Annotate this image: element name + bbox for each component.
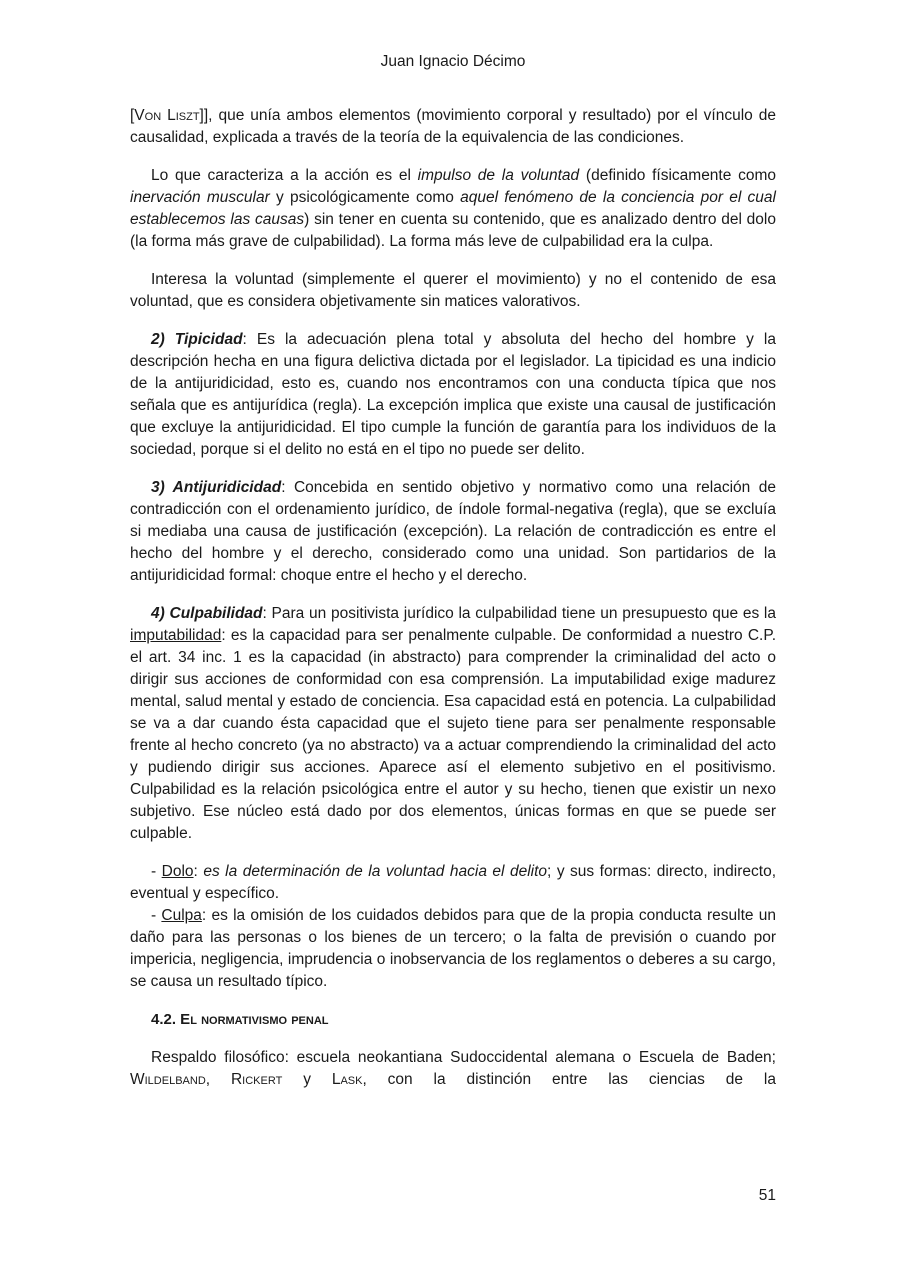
text-run: Lask (331, 1071, 363, 1088)
text-run: Respaldo filosófico: escuela neokantiana Sudoccidental alemana o Escuela de Baden; (151, 1049, 776, 1066)
text-run: y (282, 1071, 332, 1088)
text-run: 4) Culpabilidad (151, 605, 263, 622)
text-run: imputabilidad (130, 627, 222, 644)
text-run: - (151, 907, 162, 924)
text-run: Culpa (161, 907, 202, 924)
text-run: Dolo (161, 863, 194, 880)
page-number: 51 (758, 1187, 776, 1204)
text-run: , (205, 1071, 231, 1088)
text-run: : es la omisión de los cuidados debidos para que de la propia conducta resulte un daño para las personas o los bienes de un tercero; o la falta de previsión o cuando por impericia, negligencia, imprudencia o inobservancia de los reglamentos o deberes a su cargo, se causa un resultado típico. (130, 907, 776, 990)
text-run: 3) Antijuridicidad (151, 479, 282, 496)
text-run: : Para un positivista jurídico la culpabilidad tiene un presupuesto que es la (262, 605, 776, 622)
paragraph (130, 1047, 776, 1091)
text-run: - (151, 863, 162, 880)
page-body (130, 105, 776, 1107)
text-run: (definido físicamente como (579, 167, 776, 184)
paragraph (130, 105, 776, 149)
text-run: , con la distinción entre las ciencias de la (362, 1071, 776, 1088)
paragraph-tipicidad (130, 329, 776, 461)
text-run: Lo que caracteriza a la acción es el (151, 167, 418, 184)
text-run: ], que unía ambos elementos (movimiento corporal y resultado) por el vínculo de causalidad, explicada a través de la teoría de la equivalencia de las condiciones. (130, 107, 776, 146)
text-run: : Concebida en sentido objetivo y normativo como una relación de contradicción con el ordenamiento jurídico, de índole formal-negativa (regla), que se excluía si mediaba una causa de justificación (excepción). La relación de contradicción es entre el hecho del hombre y el derecho, considerado como una unidad. Son partidarios de la antijuridicidad formal: choque entre el hecho y el derecho. (130, 479, 777, 584)
paragraph (130, 165, 776, 253)
text-run: : Es la adecuación plena total y absoluta del hecho del hombre y la descripción hecha en una figura delictiva dictada por el legislador. La tipicidad es una indicio de la antijuridicidad, esto es, cuando nos encontramos con una conducta típica que nos señala que es antijurídica (regla). La excepción implica que existe una causal de justificación que excluye la antijuridicidad. El tipo cumple la función de garantía para los individuos de la sociedad, porque si el delito no está en el tipo no puede ser delito. (130, 331, 776, 458)
text-run: ; y sus formas: directo, indirecto, eventual y específico. (130, 863, 776, 902)
text-run: inervación muscular (130, 189, 270, 206)
text-run: aquel fenómeno de la conciencia por el cual establecemos las causas (130, 189, 776, 228)
text-run: Wildelband (130, 1071, 206, 1088)
text-run: impulso de la voluntad (417, 167, 580, 184)
text-run: [Von Liszt] (130, 107, 204, 124)
text-run: 2) Tipicidad (151, 331, 243, 348)
paragraph-antijuridicidad (130, 477, 776, 587)
paragraph-culpa (130, 905, 776, 993)
text-run: Rickert (230, 1071, 283, 1088)
running-header: Juan Ignacio Décimo (380, 53, 526, 70)
text-run: : es la capacidad para ser penalmente culpable. De conformidad a nuestro C.P. el art. 34 inc. 1 es la capacidad (in abstracto) para comprender la criminalidad del acto o dirigir sus acciones de conformidad con esa comprensión. La imputabilidad exige madurez mental, salud mental y estado de conciencia. Esa capacidad está en potencia. La culpabilidad se va a dar cuando ésta capacidad que el sujeto tiene para ser penalmente responsable frente al hecho concreto (ya no abstracto) va a actuar comprendiendo la criminalidad del acto y pudiendo dirigir sus acciones. Aparece así el elemento subjetivo en el positivismo. Culpabilidad es la relación psicológica entre el autor y su hecho, tienen que existir un nexo subjetivo. Ese núcleo está dado por dos elementos, únicas formas en que se puede ser culpable. (130, 627, 776, 842)
text-run: Interesa la voluntad (simplemente el querer el movimiento) y no el contenido de esa voluntad, que es considera objetivamente sin matices valorativos. (130, 271, 776, 310)
text-run: y psicológicamente como (269, 189, 461, 206)
paragraph-culpabilidad (130, 603, 776, 845)
text-run: ) sin tener en cuenta su contenido, que es analizado dentro del dolo (la forma más grave de culpabilidad). La forma más leve de culpabilidad era la culpa. (130, 211, 776, 250)
text-run: es la determinación de la voluntad hacia el delito (203, 863, 548, 880)
paragraph (130, 269, 776, 313)
section-heading: 4.2. El normativismo penal (151, 1011, 329, 1028)
paragraph-dolo (130, 861, 776, 905)
text-run: : (193, 863, 204, 880)
